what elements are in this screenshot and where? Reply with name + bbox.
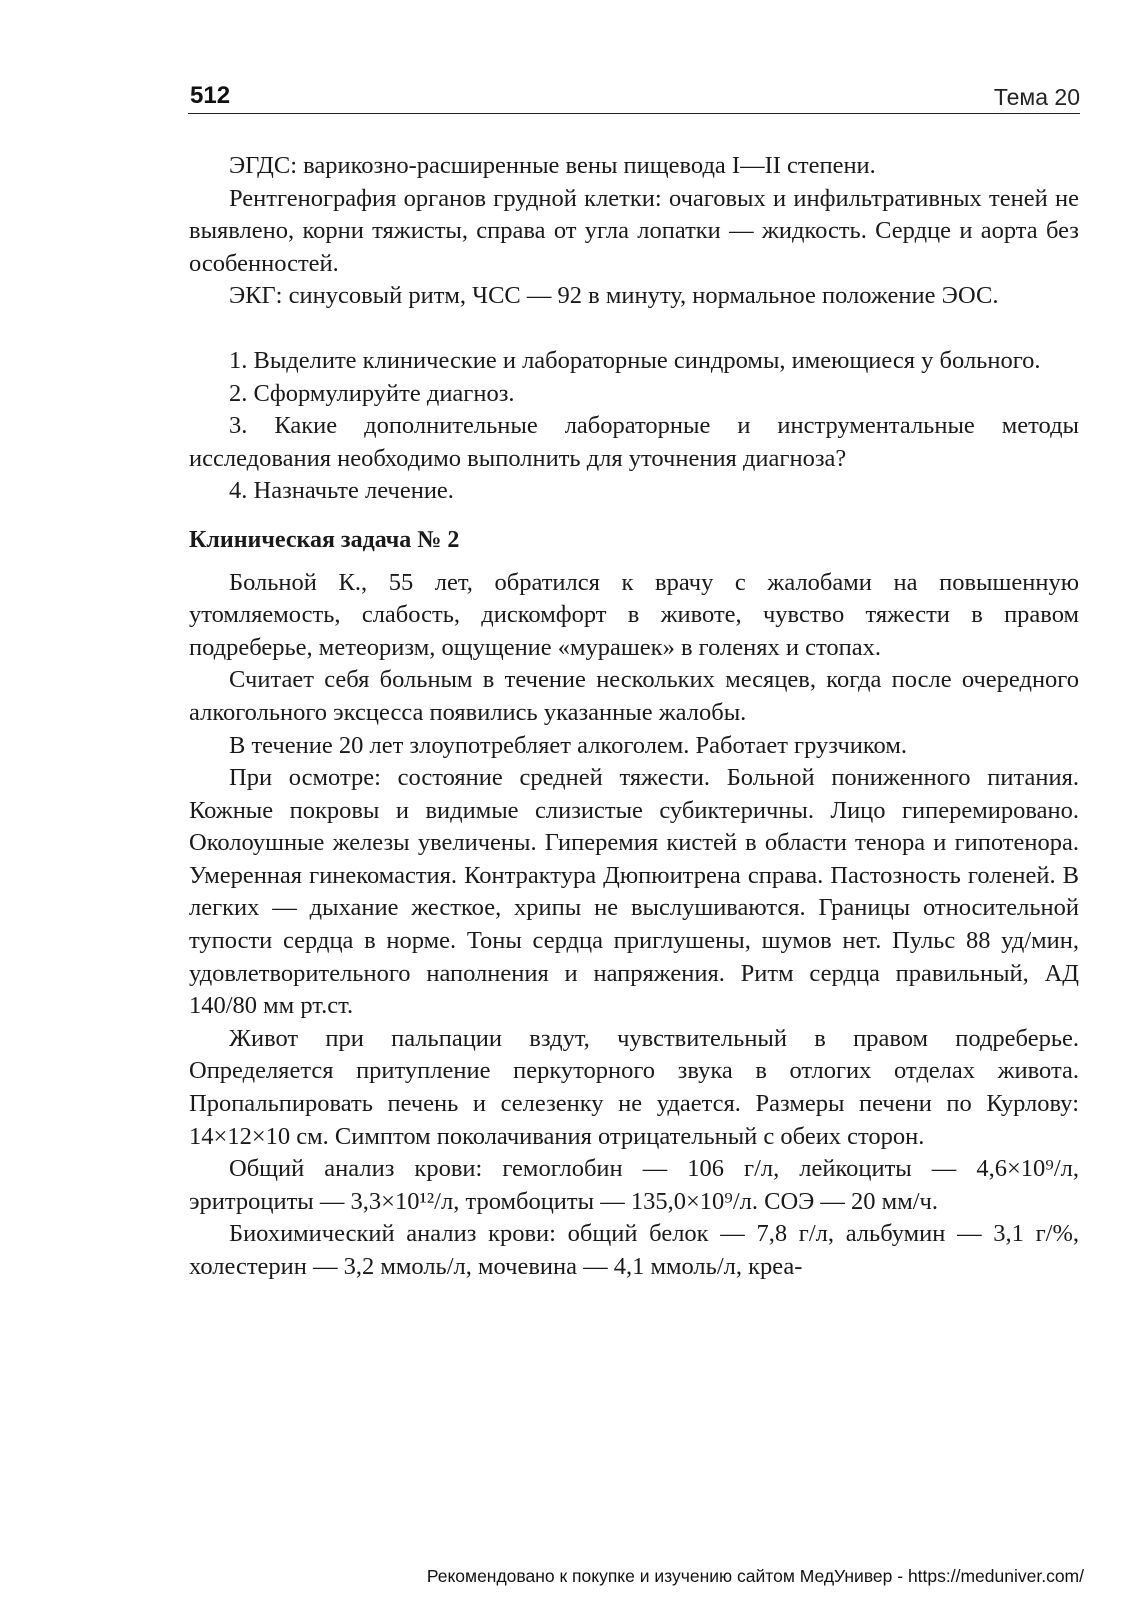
section-heading: Клиническая задача № 2 <box>189 526 460 553</box>
case-paragraph: Считает себя больным в течение нескольких месяцев, когда после очередного алкогольного эксцесса появились указанные жалобы. <box>189 666 1079 726</box>
case-paragraph: Биохимический анализ крови: общий белок — 7,8 г/л, альбумин — 3,1 г/%, холестерин — 3,2 ммоль/л, мочевина — 4,1 ммоль/л, креа- <box>189 1220 1079 1280</box>
case-paragraph: Общий анализ крови: гемоглобин — 106 г/л, лейкоциты — 4,6×10⁹/л, эритроциты — 3,3×10¹²/л, тромбоциты — 135,0×10⁹/л. СОЭ — 20 мм/ч. <box>189 1155 1079 1215</box>
page-number: 512 <box>190 82 231 109</box>
case-paragraph: При осмотре: состояние средней тяжести. Больной пониженного питания. Кожные покровы и видимые слизистые субиктеричны. Лицо гиперемировано. Околоушные железы увеличены. Гиперемия кистей в области тенора и гипотенора. Умеренная гинекомастия. Контрактура Дюпюитрена справа. Пастозность голеней. В легких — дыхание жесткое, хрипы не выслушиваются. Границы относительной тупости сердца в норме. Тоны сердца приглушены, шумов нет. Пульс 88 уд/мин, удовлетворительного наполнения и напряжения. Ритм сердца правильный, АД 140/80 мм рт.ст. <box>189 764 1079 1020</box>
running-head: Тема 20 <box>993 84 1080 110</box>
question-item: 3. Какие дополнительные лабораторные и инструментальные методы исследования необходимо выполнить для уточнения диагноза? <box>189 412 1079 472</box>
case-paragraph: Живот при пальпации вздут, чувствительный в правом подреберье. Определяется притупление перкуторного звука в отлогих отделах живота. Пропальпировать печень и селезенку не удается. Размеры печени по Курлову: 14×12×10 см. Симптом поколачивания отрицательный с обеих сторон. <box>189 1024 1079 1150</box>
footer-note: Рекомендовано к покупке и изучению сайтом МедУнивер - https://meduniver.com/ <box>426 1566 1084 1586</box>
question-item: 2. Сформулируйте диагноз. <box>229 379 515 407</box>
case-paragraph: В течение 20 лет злоупотребляет алкоголем. Работает грузчиком. <box>229 731 907 759</box>
page-body <box>189 150 1079 1284</box>
spacer <box>189 313 1079 345</box>
paragraph-xray: Рентгенография органов грудной клетки: очаговых и инфильтративных теней не выявлено, корни тяжисты, справа от угла лопатки — жидкость. Сердце и аорта без особенностей. <box>189 184 1079 277</box>
paragraph-egds: ЭГДС: варикозно-расширенные вены пищевода I—II степени. <box>229 152 876 179</box>
question-item: 4. Назначьте лечение. <box>229 477 454 505</box>
case-paragraph: Больной К., 55 лет, обратился к врачу с жалобами на повышенную утомляемость, слабость, дискомфорт в животе, чувство тяжести в правом подреберье, метеоризм, ощущение «мурашек» в голенях и стопах. <box>189 568 1079 661</box>
paragraph-ecg: ЭКГ: синусовый ритм, ЧСС — 92 в минуту, нормальное положение ЭОС. <box>229 282 999 310</box>
header-rule <box>188 113 1080 114</box>
question-item: 1. Выделите клинические и лабораторные синдромы, имеющиеся у больного. <box>229 346 1041 374</box>
